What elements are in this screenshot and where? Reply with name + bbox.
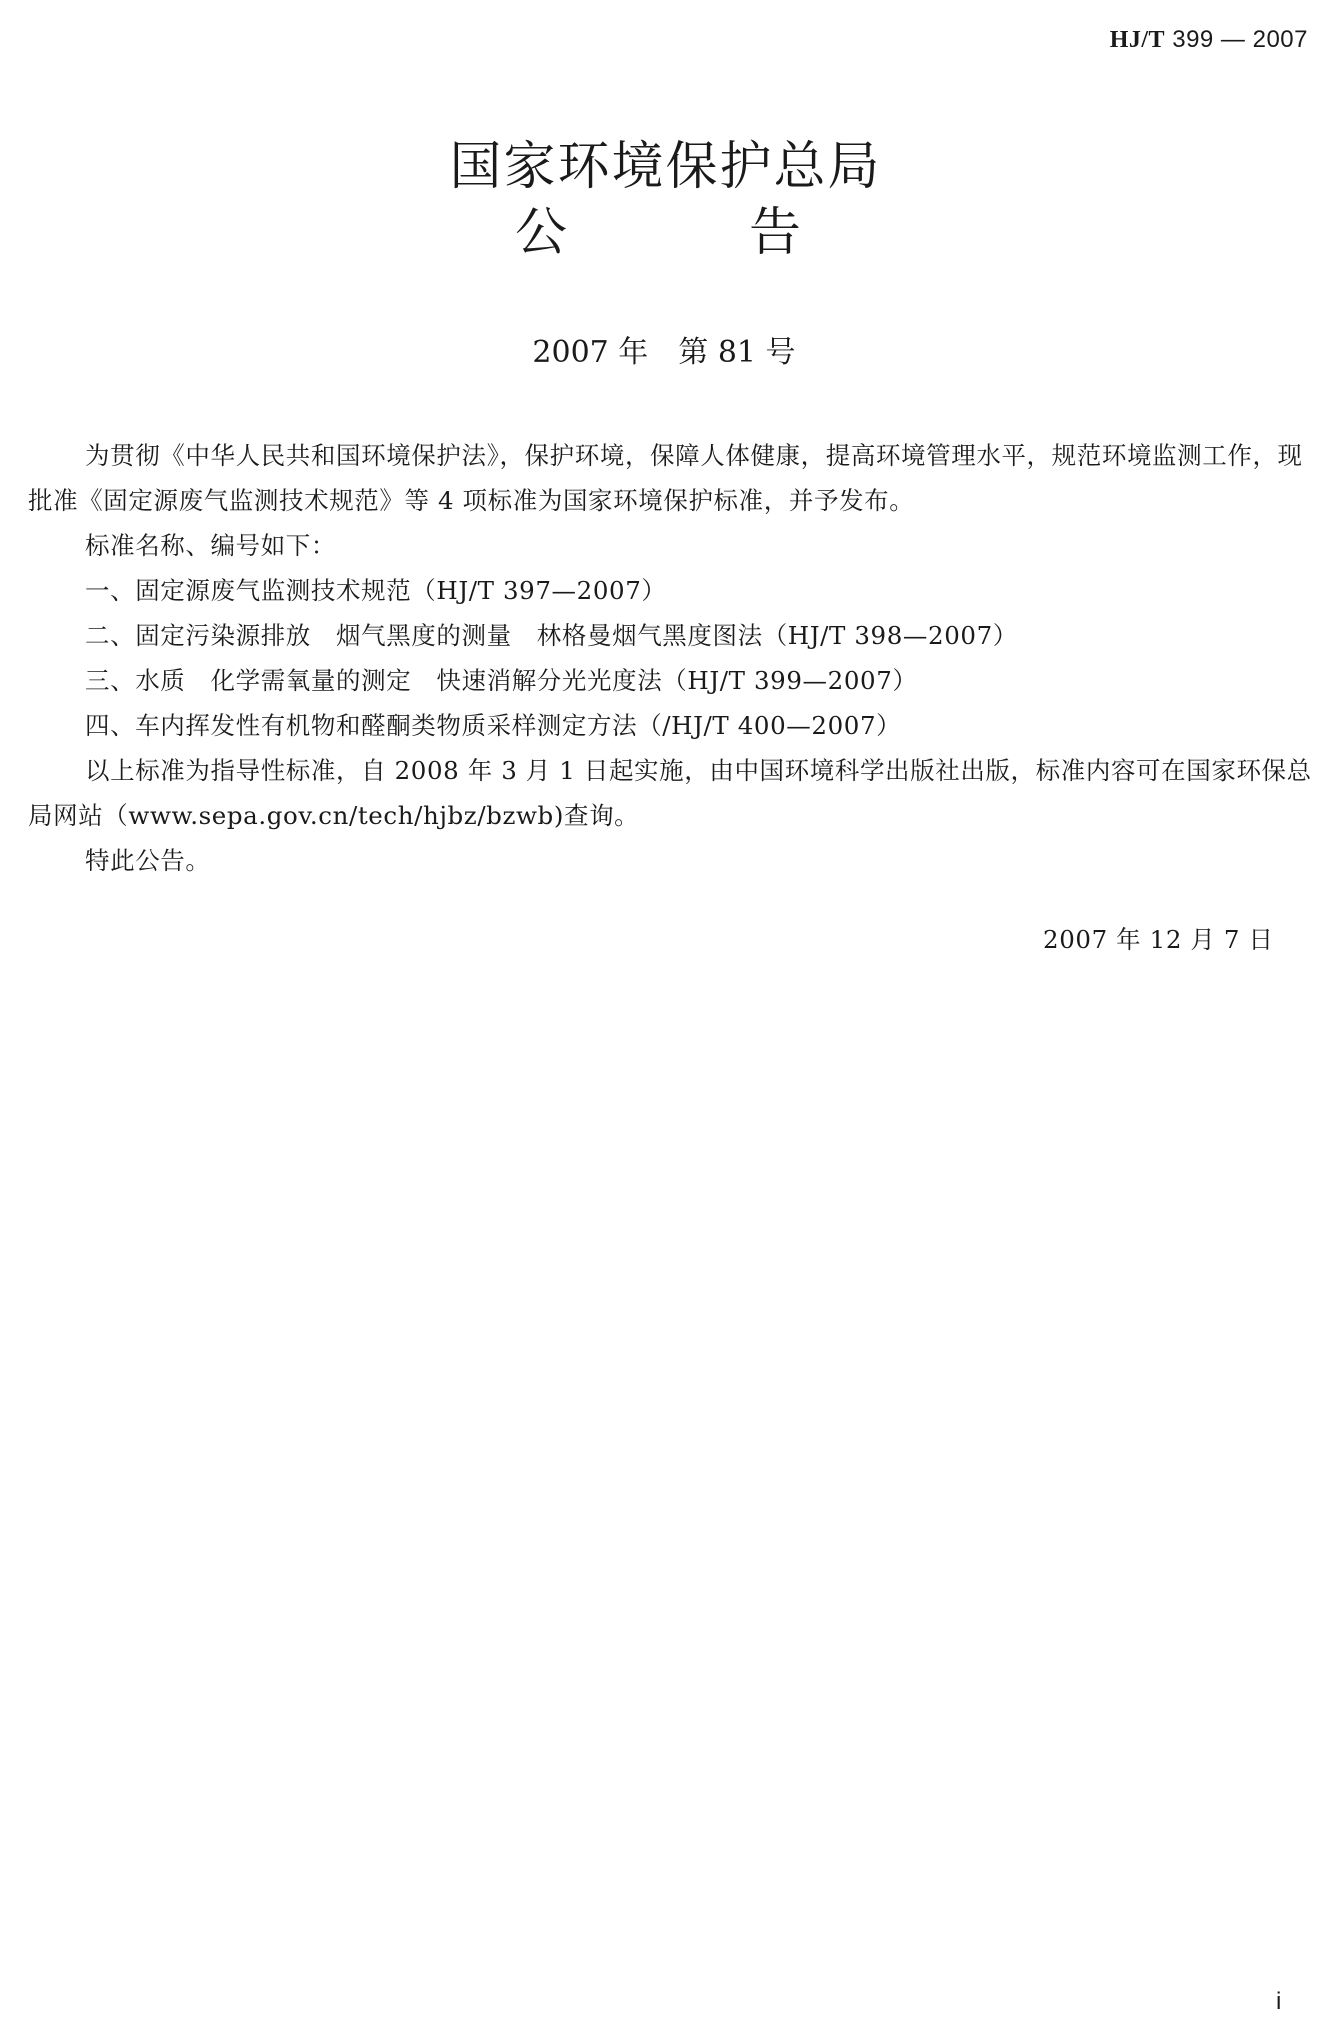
paragraph-closing: 特此公告。 <box>85 846 211 875</box>
issue-number: 2007 年 第 81 号 <box>532 335 796 370</box>
announcement-title <box>0 201 1336 265</box>
page-number: i <box>1276 1988 1282 2015</box>
standard-item-2: 二、固定污染源排放 烟气黑度的测量 林格曼烟气黑度图法（HJ/T 398—2007） <box>85 621 1018 650</box>
standard-code-prefix: HJ/T <box>1109 27 1166 53</box>
standard-item-3: 三、水质 化学需氧量的测定 快速消解分光光度法（HJ/T 399—2007） <box>85 666 918 695</box>
announcement-title-right: 告 <box>749 203 802 263</box>
paragraph-intro: 为贯彻《中华人民共和国环境保护法》，保护环境，保障人体健康，提高环境管理水平，规范环境监测工作，现批准《固定源废气监测技术规范》等 4 项标准为国家环境保护标准，并予发布。 <box>28 441 1303 515</box>
announcement-body <box>28 433 1318 883</box>
standard-code-header <box>1110 26 1308 54</box>
standard-code-number: 399 — 2007 <box>1172 26 1308 53</box>
announcement-date: 2007 年 12 月 7 日 <box>1043 925 1274 954</box>
paragraph-list-heading: 标准名称、编号如下： <box>85 531 336 560</box>
title-block <box>0 135 1336 265</box>
standard-item-4: 四、车内挥发性有机物和醛酮类物质采样测定方法（/HJ/T 400—2007） <box>85 711 902 740</box>
agency-title: 国家环境保护总局 <box>449 137 882 197</box>
announcement-title-left: 公 <box>514 203 567 263</box>
standard-item-1: 一、固定源废气监测技术规范（HJ/T 397—2007） <box>85 576 667 605</box>
paragraph-implementation: 以上标准为指导性标准，自 2008 年 3 月 1 日起实施，由中国环境科学出版社出版，标准内容可在国家环保总局网站（www.sepa.gov.cn/tech/hjbz/bzwb)查询。 <box>28 756 1312 830</box>
